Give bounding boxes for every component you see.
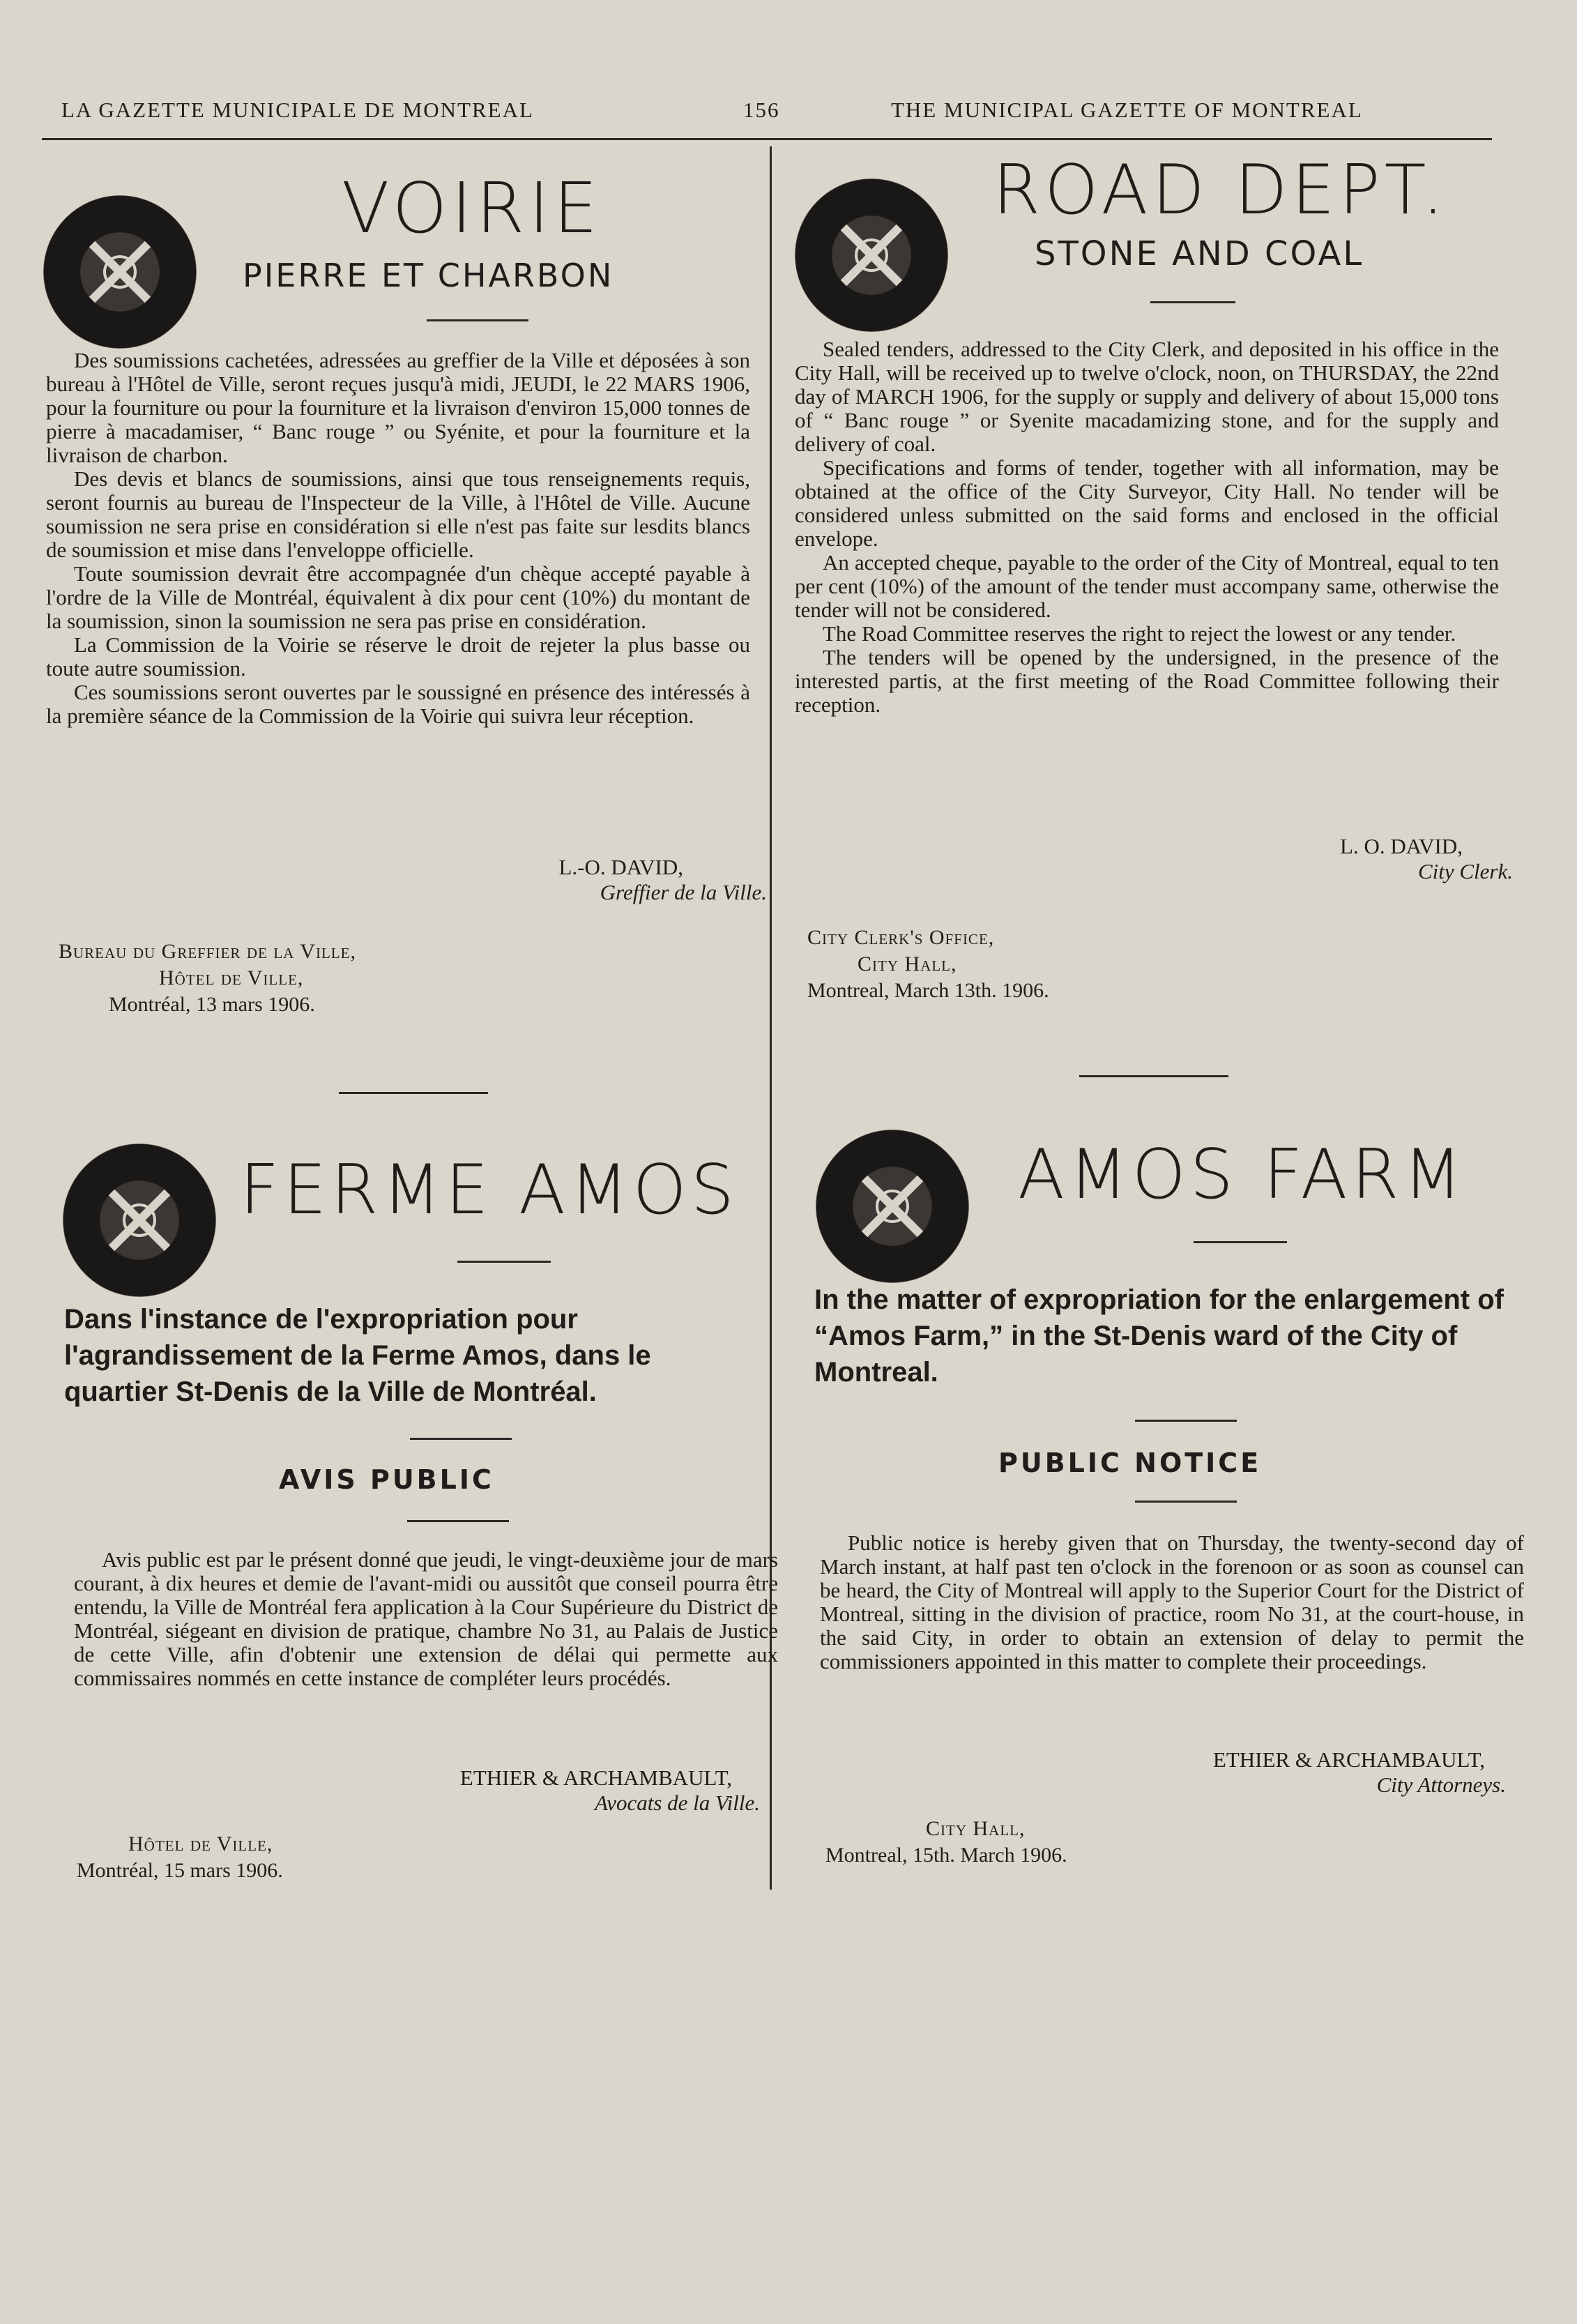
voirie-rule	[427, 319, 528, 321]
ferme-office-line1: Hôtel de Ville,	[128, 1832, 273, 1855]
voirie-end-rule	[339, 1092, 488, 1094]
voirie-place	[59, 939, 356, 1018]
ferme-notice-heading: AVIS PUBLIC	[279, 1464, 494, 1495]
farm-body	[820, 1531, 1524, 1673]
voirie-office-line2: Hôtel de Ville,	[159, 966, 304, 989]
voirie-paragraph: Ces soumissions seront ouvertes par le soussigné en présence des intéressés à la première séance de la Commission de la Voirie qui suivra leur réception.	[46, 680, 750, 728]
city-seal-icon	[63, 1144, 216, 1297]
farm-rule-3	[1135, 1501, 1237, 1503]
farm-lead: In the matter of expropriation for the enlargement of “Amos Farm,” in the St-Denis ward of the City of Montreal.	[814, 1284, 1504, 1388]
farm-rule-2	[1135, 1420, 1237, 1422]
road-signature-name: L. O. DAVID,	[1340, 834, 1463, 858]
road-body	[795, 337, 1499, 717]
farm-signature-role: City Attorneys.	[1376, 1772, 1506, 1797]
ferme-title: FERME AMOS	[240, 1150, 738, 1230]
voirie-signature-name: L.-O. DAVID,	[558, 855, 683, 879]
city-seal-icon	[43, 195, 197, 349]
road-paragraph: Specifications and forms of tender, together with all information, may be obtained at the office of the City Surveyor, City Hall. No tender will be considered unless submitted on the said forms and enclosed in the official envelope.	[795, 455, 1499, 551]
ferme-signature-name: ETHIER & ARCHAMBAULT,	[459, 1765, 732, 1790]
farm-place	[825, 1816, 1067, 1869]
city-seal-icon	[795, 179, 948, 332]
farm-rule	[1194, 1241, 1287, 1243]
voirie-title: VOIRIE	[342, 167, 602, 249]
ferme-paragraph: Avis public est par le présent donné que jeudi, le vingt-deuxième jour de mars courant, à dix heures et demie de l'avant-midi ou aussitôt que conseil pourra être entendu, la Ville de Montréal fera application à la Cour Supérieure du District de Montréal, siégeant en division de pratique, chambre No 31, au Palais de Justice de cette Ville, afin d'obtenir une extension de délai qui permette aux commissaires nommés en cette instance de compléter leurs procédés.	[74, 1547, 778, 1690]
road-office-line1: City Clerk's Office,	[807, 926, 995, 949]
road-office-line2: City Hall,	[858, 952, 957, 975]
voirie-date: Montréal, 13 mars 1906.	[109, 993, 315, 1016]
header-right: THE MUNICIPAL GAZETTE OF MONTREAL	[891, 98, 1363, 122]
header-rule	[42, 138, 1492, 140]
farm-office-line1: City Hall,	[926, 1817, 1026, 1840]
voirie-body	[46, 349, 750, 728]
road-paragraph: The tenders will be opened by the undersigned, in the presence of the interested partis, at the first meeting of the Road Committee following their reception.	[795, 645, 1499, 717]
ferme-body	[74, 1548, 778, 1690]
voirie-paragraph: Des devis et blancs de soumissions, ainsi que tous renseignements requis, seront fournis au bureau de l'Inspecteur de la Ville, à l'Hôtel de Ville. Aucune soumission ne sera prise en considération si elle n'est pas faite sur lesdits blancs de soumission et mise dans l'enveloppe officielle.	[46, 466, 750, 562]
ferme-place	[77, 1831, 283, 1884]
road-rule	[1150, 301, 1235, 303]
ferme-rule-3	[407, 1520, 509, 1522]
ferme-lead: Dans l'instance de l'expropriation pour l'agrandissement de la Ferme Amos, dans le quartier St-Denis de la Ville de Montréal.	[64, 1304, 651, 1407]
voirie-paragraph: Toute soumission devrait être accompagnée d'un chèque accepté payable à l'ordre de la Ville de Montréal, équivalent à dix pour cent (10%) du montant de la soumission, sinon la soumission ne sera pas prise en considération.	[46, 561, 750, 633]
road-end-rule	[1079, 1075, 1228, 1077]
road-signature	[1115, 834, 1513, 884]
farm-date: Montreal, 15th. March 1906.	[825, 1844, 1067, 1867]
road-paragraph: Sealed tenders, addressed to the City Clerk, and deposited in his office in the City Hall, will be received up to twelve o'clock, noon, on THURSDAY, the 22nd day of MARCH 1906, for the supply or supply and delivery of about 15,000 tons of “ Banc rouge ” or Syenite macadamizing stone, and for the supply and delivery of coal.	[795, 337, 1499, 456]
voirie-paragraph: La Commission de la Voirie se réserve le droit de rejeter la plus basse ou toute autre soumission.	[46, 632, 750, 681]
ferme-signature	[335, 1765, 760, 1816]
farm-notice-heading: PUBLIC NOTICE	[998, 1448, 1262, 1478]
farm-title: AMOS FARM	[1018, 1135, 1467, 1215]
ferme-date: Montréal, 15 mars 1906.	[77, 1859, 283, 1882]
road-date: Montreal, March 13th. 1906.	[807, 979, 1049, 1002]
page-number: 156	[743, 98, 780, 122]
road-paragraph: The Road Committee reserves the right to reject the lowest or any tender.	[823, 621, 1456, 646]
ferme-rule	[457, 1261, 551, 1263]
road-title: ROAD DEPT.	[993, 151, 1449, 230]
voirie-signature	[390, 855, 767, 905]
farm-paragraph: Public notice is hereby given that on Thursday, the twenty-second day of March instant, at half past ten o'clock in the forenoon or as soon as counsel can be heard, the City of Montreal will apply to the Superior Court for the District of Montreal, sitting in the division of practice, room No 31, at the court-house, in the said City, in order to obtain an extension of delay to permit the commissioners appointed in this matter to complete their proceedings.	[820, 1531, 1524, 1673]
farm-signature	[1088, 1747, 1506, 1798]
voirie-paragraph: Des soumissions cachetées, adressées au greffier de la Ville et déposées à son bureau à l'Hôtel de Ville, seront reçues jusqu'à midi, JEUDI, le 22 MARS 1906, pour la fourniture ou pour la fourniture et la livraison d'environ 15,000 tonnes de pierre à macadamiser, “ Banc rouge ” ou Syénite, et pour la fourniture et la livraison de charbon.	[46, 348, 750, 467]
road-place	[807, 925, 1049, 1004]
road-paragraph: An accepted cheque, payable to the order of the City of Montreal, equal to ten per cent (10%) of the amount of the tender must accompany same, otherwise the tender will not be considered.	[795, 550, 1499, 622]
ferme-rule-2	[410, 1438, 512, 1440]
voirie-office-line1: Bureau du Greffier de la Ville,	[59, 940, 356, 963]
ferme-signature-role: Avocats de la Ville.	[594, 1791, 760, 1815]
city-seal-icon	[816, 1130, 969, 1283]
road-subtitle: STONE AND COAL	[1035, 234, 1364, 273]
voirie-subtitle: PIERRE ET CHARBON	[243, 257, 614, 294]
voirie-signature-role: Greffier de la Ville.	[600, 880, 767, 904]
header-left: LA GAZETTE MUNICIPALE DE MONTREAL	[61, 98, 534, 122]
farm-signature-name: ETHIER & ARCHAMBAULT,	[1212, 1747, 1485, 1772]
road-signature-role: City Clerk.	[1417, 859, 1513, 883]
